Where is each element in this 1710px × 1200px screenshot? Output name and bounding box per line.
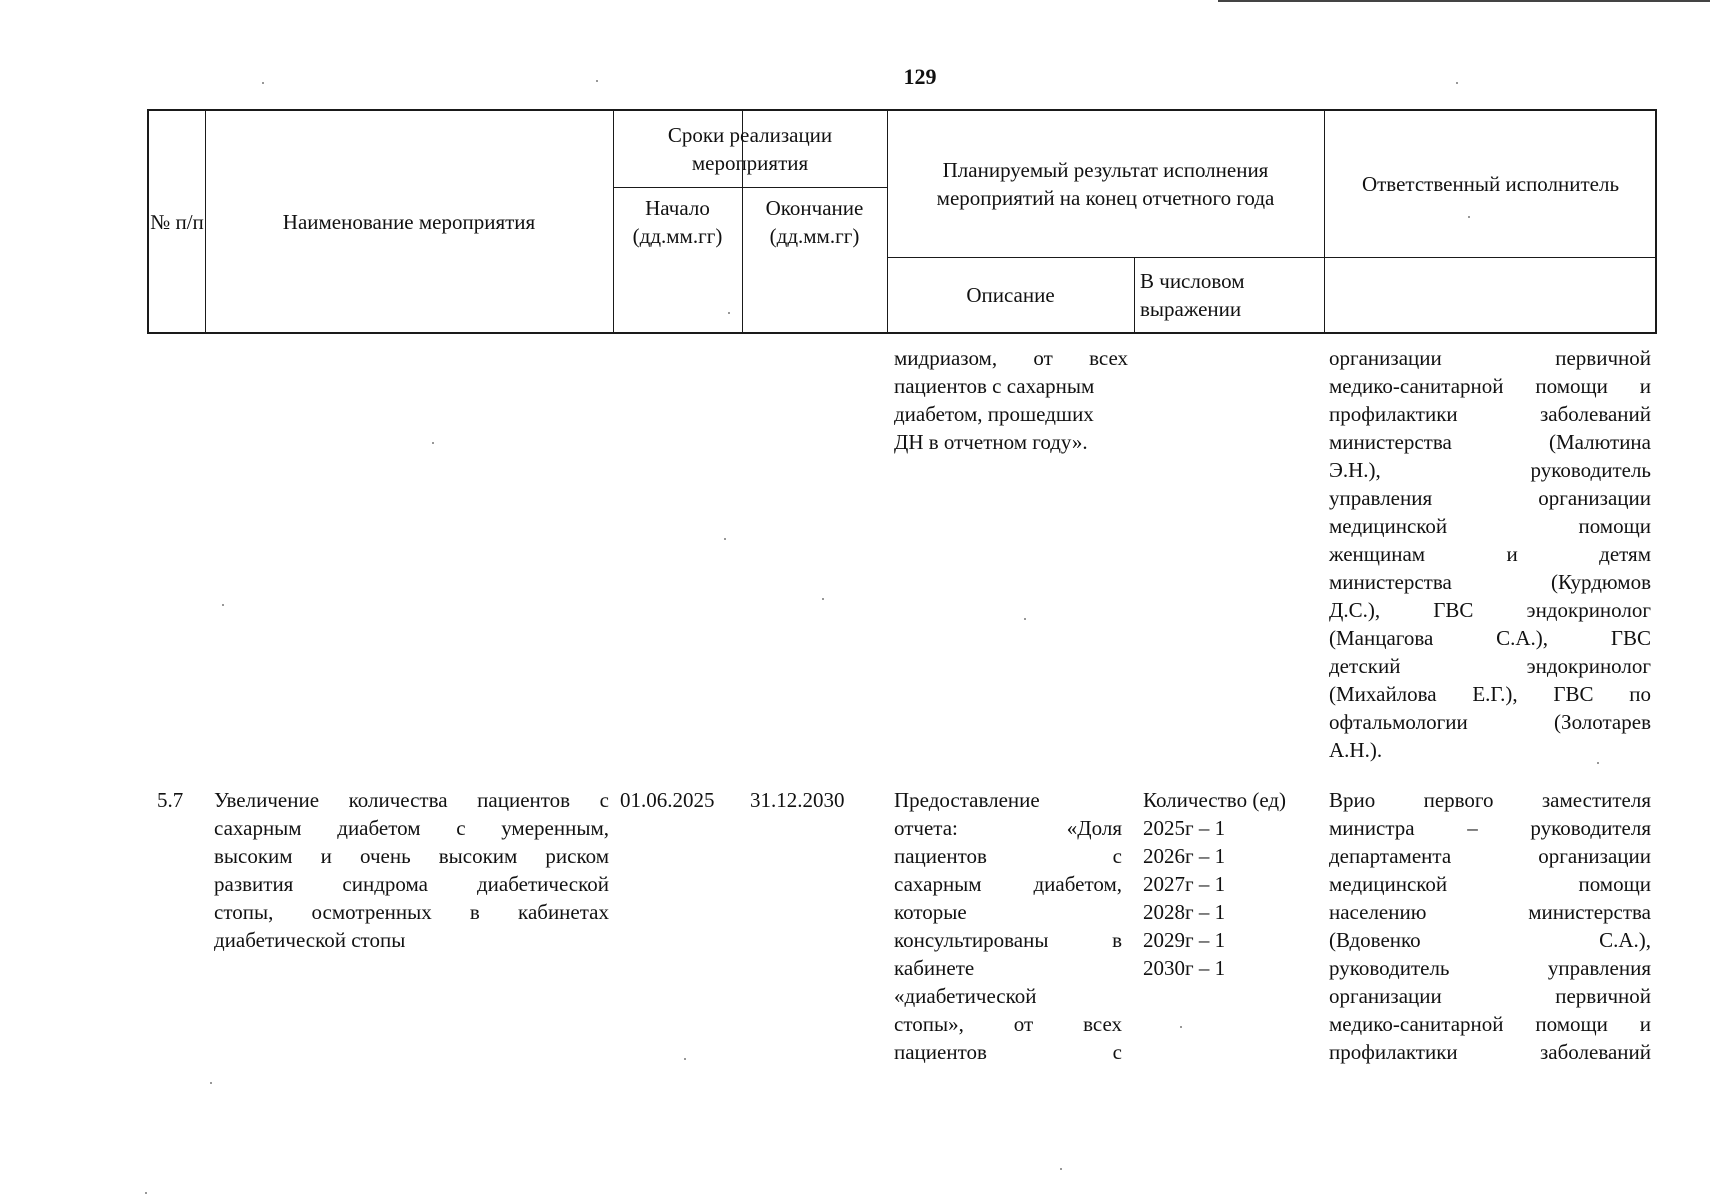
text-line: 2025г – 1 <box>1143 816 1226 840</box>
text-line: 2026г – 1 <box>1143 844 1226 868</box>
text-line: населению министерства <box>1329 900 1651 924</box>
text-line: 2027г – 1 <box>1143 872 1226 896</box>
text-line: офтальмологии (Золотарев <box>1329 710 1651 734</box>
header-responsible: Ответственный исполнитель <box>1361 172 1620 196</box>
text-line: министра – руководителя <box>1329 816 1651 840</box>
row-end-date: 31.12.2030 <box>750 788 845 812</box>
text-line: которые <box>894 900 967 924</box>
scan-speck <box>1024 618 1026 620</box>
text-line: (Манцагова С.А.), ГВС <box>1329 626 1651 650</box>
scan-speck <box>1060 1168 1062 1170</box>
text-line: Д.С.), ГВС эндокринолог <box>1329 598 1651 622</box>
table-header <box>147 109 1657 334</box>
text-line: медицинской помощи <box>1329 872 1651 896</box>
text-line: пациентов с <box>894 844 1122 868</box>
scan-speck <box>822 598 824 600</box>
text-line: кабинете <box>894 956 975 980</box>
scan-speck <box>432 442 434 444</box>
text-line: Количество (ед) <box>1143 788 1287 812</box>
scan-speck <box>210 1082 212 1084</box>
scan-speck <box>1468 216 1470 218</box>
scan-speck <box>1456 82 1458 84</box>
text-line: профилактики заболеваний <box>1329 402 1651 426</box>
row-responsible <box>1329 786 1651 1066</box>
text-line: женщинам и детям <box>1329 542 1651 566</box>
header-result: Планируемый результат исполнения мероприятий на конец отчетного года <box>936 158 1275 210</box>
text-line: организации первичной <box>1329 346 1651 370</box>
row-start-date: 01.06.2025 <box>620 788 715 812</box>
text-line: детский эндокринолог <box>1329 654 1651 678</box>
scan-edge-line <box>1218 0 1710 2</box>
text-line: (Михайлова Е.Г.), ГВС по <box>1329 682 1651 706</box>
text-line: департамента организации <box>1329 844 1651 868</box>
text-line: пациентов с сахарным <box>894 374 1095 398</box>
scan-speck <box>684 1058 686 1060</box>
header-start: Начало (дд.мм.гг) <box>632 196 723 248</box>
header-name: Наименование мероприятия <box>282 209 536 234</box>
text-line: медико-санитарной помощи и <box>1329 374 1651 398</box>
row-description <box>894 786 1122 1066</box>
text-line: 2030г – 1 <box>1143 956 1226 980</box>
header-end: Окончание (дд.мм.гг) <box>765 196 864 248</box>
header-timeline: Сроки реализации мероприятия <box>667 123 833 175</box>
text-line: профилактики заболеваний <box>1329 1040 1651 1064</box>
row-number: 5.7 <box>157 788 184 812</box>
text-line: Увеличение количества пациентов с <box>214 788 609 812</box>
row-numeric <box>1143 786 1323 982</box>
scan-speck <box>596 80 598 82</box>
scan-speck <box>145 1192 147 1194</box>
text-line: мидриазом, от всех <box>894 346 1128 370</box>
scan-speck <box>262 82 264 84</box>
text-line: высоким и очень высоким риском <box>214 844 609 868</box>
text-line: (Вдовенко С.А.), <box>1329 928 1651 952</box>
scan-speck <box>1180 1026 1182 1028</box>
text-line: руководитель управления <box>1329 956 1651 980</box>
text-line: стопы, осмотренных в кабинетах <box>214 900 609 924</box>
text-line: консультированы в <box>894 928 1122 952</box>
header-description: Описание <box>966 282 1055 307</box>
scan-speck <box>728 312 730 314</box>
text-line: А.Н.). <box>1329 738 1383 762</box>
scan-speck <box>724 538 726 540</box>
header-num: № п/п <box>150 209 204 234</box>
continuation-description <box>894 344 1128 456</box>
text-line: министерства (Малютина <box>1329 430 1651 454</box>
text-line: сахарным диабетом с умеренным, <box>214 816 609 840</box>
text-line: организации первичной <box>1329 984 1651 1008</box>
text-line: сахарным диабетом, <box>894 872 1122 896</box>
text-line: министерства (Курдюмов <box>1329 570 1651 594</box>
text-line: Врио первого заместителя <box>1329 788 1651 812</box>
text-line: Предоставление <box>894 788 1040 812</box>
text-line: медико-санитарной помощи и <box>1329 1012 1651 1036</box>
text-line: стопы», от всех <box>894 1012 1122 1036</box>
text-line: Э.Н.), руководитель <box>1329 458 1651 482</box>
text-line: развития синдрома диабетической <box>214 872 609 896</box>
continuation-responsible <box>1329 344 1651 764</box>
header-numeric: В числовом выражении <box>1140 268 1245 321</box>
text-line: медицинской помощи <box>1329 514 1651 538</box>
text-line: управления организации <box>1329 486 1651 510</box>
text-line: диабетом, прошедших <box>894 402 1094 426</box>
row-name <box>214 786 609 954</box>
text-line: ДН в отчетном году». <box>894 430 1088 454</box>
text-line: 2028г – 1 <box>1143 900 1226 924</box>
scan-speck <box>1597 762 1599 764</box>
page-number: 129 <box>903 64 937 89</box>
text-line: пациентов с <box>894 1040 1122 1064</box>
text-line: «диабетической <box>894 984 1037 1008</box>
text-line: отчета: «Доля <box>894 816 1122 840</box>
scan-speck <box>222 604 224 606</box>
col-divider <box>1134 257 1135 332</box>
text-line: диабетической стопы <box>214 928 406 952</box>
text-line: 2029г – 1 <box>1143 928 1226 952</box>
